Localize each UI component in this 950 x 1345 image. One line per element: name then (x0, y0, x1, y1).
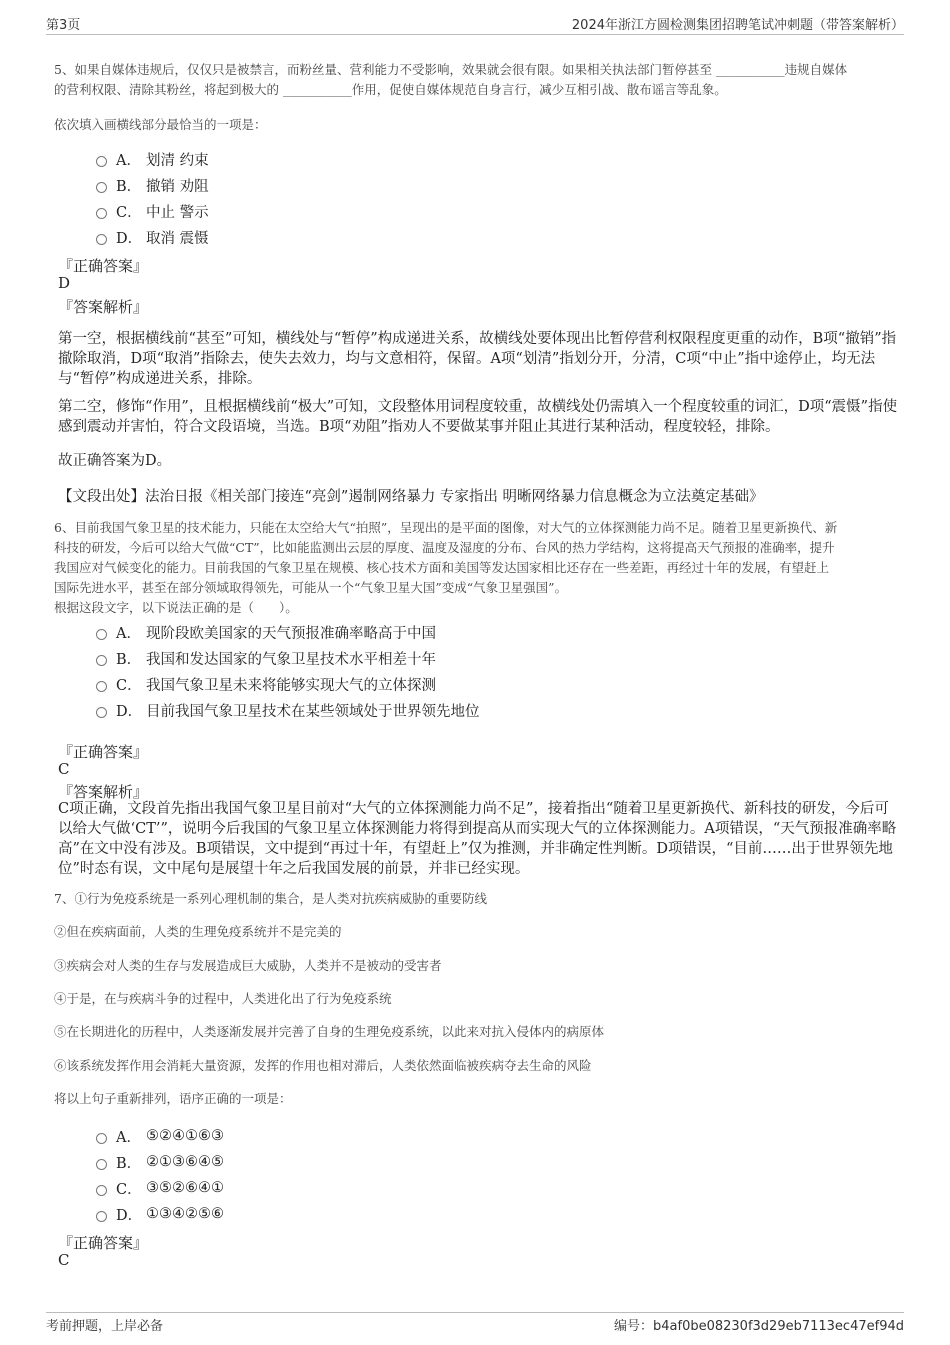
radio-icon[interactable] (96, 681, 107, 692)
q5-answer-label: 『正确答案』 (58, 257, 149, 275)
q7-sentence: ③疾病会对人类的生存与发展造成巨大威胁，人类并不是被动的受害者 (54, 958, 442, 973)
option-letter: B． (116, 178, 142, 195)
option-text: ⑤②④①⑥③ (146, 1128, 224, 1144)
footer-doc-id: 编号：b4af0be08230f3d29eb7113ec47ef94d (614, 1318, 904, 1334)
q5-option-b[interactable] (96, 174, 209, 196)
q6-analysis-label: 『答案解析』 (58, 783, 149, 801)
q6-option-a[interactable] (96, 621, 436, 643)
q5-stem-line: 的营利权限、清除其粉丝，将起到极大的 ___________作用，促使自媒体规范自身言行，减少互相引战、散布谣言等乱象。 (54, 82, 727, 97)
radio-icon[interactable] (96, 234, 107, 245)
q5-analysis-label: 『答案解析』 (58, 298, 149, 316)
q7-answer-label: 『正确答案』 (58, 1234, 149, 1252)
q7-option-c[interactable] (96, 1177, 224, 1199)
radio-icon[interactable] (96, 707, 107, 718)
radio-icon[interactable] (96, 1159, 107, 1170)
option-text: 我国和发达国家的气象卫星技术水平相差十年 (146, 651, 436, 668)
q6-answer: C (58, 760, 70, 778)
option-letter: D． (116, 230, 143, 247)
q7-answer: C (58, 1251, 70, 1269)
q5-source: 【文段出处】法治日报《相关部门接连“亮剑”遏制网络暴力 专家指出 明晰网络暴力信息概念为立法奠定基础》 (58, 489, 764, 505)
q6-option-b[interactable] (96, 647, 436, 669)
radio-icon[interactable] (96, 1185, 107, 1196)
q6-analysis: C项正确，文段首先指出我国气象卫星目前对“大气的立体探测能力尚不足”，接着指出“随着卫星更新换代、新科技的研发，今后可以给大气做‘CT’”，说明今后我国的气象卫星立体探测能力将得到提高从而实现大气的立体探测能力。A项错误，“天气预报准确率略高”在文中没有涉及。B项错误，文中提到“再过十年，有望赶上”仅为推测，并非确定性判断。D项错误，“目前……出于世界领先地位”时态有误，文中尾句是展望十年之后我国发展的前景，并非已经实现。 (58, 801, 897, 877)
q7-option-a[interactable] (96, 1125, 224, 1147)
radio-icon[interactable] (96, 629, 107, 640)
q7-option-b[interactable] (96, 1151, 224, 1173)
q6-stem-line: 6、目前我国气象卫星的技术能力，只能在太空给大气“拍照”，呈现出的是平面的图像，对大气的立体探测能力尚不足。随着卫星更新换代、新 (54, 520, 838, 535)
option-letter: D． (116, 1207, 143, 1224)
option-text: ③⑤②⑥④① (146, 1180, 224, 1196)
q7-sentence: 7、①行为免疫系统是一系列心理机制的集合，是人类对抗疾病威胁的重要防线 (54, 891, 487, 906)
radio-icon[interactable] (96, 1211, 107, 1222)
q5-prompt: 依次填入画横线部分最恰当的一项是： (54, 117, 267, 132)
q5-analysis-p2: 第二空，修饰“作用”，且根据横线前“极大”可知，文段整体用词程度较重，故横线处仍需填入一个程度较重的词汇，D项“震慑”指使感到震动并害怕，符合文段语境，当选。B项“劝阻”指劝人不要做某事并阻止其进行某种活动，程度较轻，排除。 (58, 399, 898, 435)
q5-option-d[interactable] (96, 226, 209, 248)
option-text: 取消 震慑 (146, 230, 209, 247)
q6-option-d[interactable] (96, 699, 480, 721)
option-letter: A． (116, 625, 141, 642)
option-text: 划清 约束 (146, 152, 209, 169)
q5-analysis-p1: 第一空，根据横线前“甚至”可知，横线处与“暂停”构成递进关系，故横线处要体现出比暂停营利权限程度更重的动作，B项“撤销”指撤除取消，D项“取消”指除去，使失去效力，均与文意相符，保留。A项“划清”指划分开，分清，C项“中止”指中途停止，均无法与“暂停”构成递进关系，排除。 (58, 331, 897, 387)
page-footer (46, 1312, 904, 1335)
q7-prompt: 将以上句子重新排列，语序正确的一项是： (54, 1091, 292, 1106)
option-letter: A． (116, 1129, 141, 1146)
radio-icon[interactable] (96, 182, 107, 193)
option-text: 现阶段欧美国家的天气预报准确率略高于中国 (146, 625, 436, 642)
option-text: ①③④②⑤⑥ (146, 1206, 224, 1222)
option-letter: B． (116, 1155, 142, 1172)
footer-slogan: 考前押题，上岸必备 (46, 1318, 164, 1334)
option-text: ②①③⑥④⑤ (146, 1154, 224, 1170)
option-text: 我国气象卫星未来将能够实现大气的立体探测 (146, 677, 436, 694)
q5-option-c[interactable] (96, 200, 209, 222)
option-letter: C． (116, 677, 142, 694)
document-title: 2024年浙江方圆检测集团招聘笔试冲刺题（带答案解析） (571, 17, 904, 33)
page-number: 第3页 (46, 17, 81, 33)
q5-stem (54, 60, 899, 100)
q5-stem-line: 5、如果自媒体违规后，仅仅只是被禁言，而粉丝量、营利能力不受影响，效果就会很有限。如果相关执法部门暂停甚至 ___________违规自媒体 (54, 62, 848, 77)
q6-stem-line: 科技的研发，今后可以给大气做“CT”，比如能监测出云层的厚度、温度及湿度的分布、台风的热力学结构，这将提高天气预报的准确率，提升 (54, 540, 835, 555)
option-letter: C． (116, 204, 142, 221)
q7-sentence: ②但在疾病面前，人类的生理免疫系统并不是完美的 (54, 924, 342, 939)
q6-stem-line: 根据这段文字，以下说法正确的是（ ）。 (54, 600, 298, 615)
q6-stem-line: 国际先进水平，甚至在部分领域取得领先，可能从一个“气象卫星大国”变成“气象卫星强国”。 (54, 580, 568, 595)
q5-analysis-p3: 故正确答案为D。 (58, 453, 172, 469)
option-text: 目前我国气象卫星技术在某些领域处于世界领先地位 (146, 703, 480, 720)
option-letter: D． (116, 703, 143, 720)
q6-answer-label: 『正确答案』 (58, 743, 149, 761)
q7-sentence: ④于是，在与疾病斗争的过程中，人类进化出了行为免疫系统 (54, 991, 392, 1006)
option-letter: A． (116, 152, 141, 169)
page-header (46, 12, 904, 35)
q5-answer: D (58, 274, 71, 292)
q7-sentence: ⑤在长期进化的历程中，人类逐渐发展并完善了自身的生理免疫系统，以此来对抗入侵体内的病原体 (54, 1024, 605, 1039)
q6-stem (54, 518, 899, 618)
option-letter: B． (116, 651, 142, 668)
radio-icon[interactable] (96, 208, 107, 219)
option-text: 中止 警示 (146, 204, 209, 221)
q7-option-d[interactable] (96, 1203, 224, 1225)
radio-icon[interactable] (96, 156, 107, 167)
q5-option-a[interactable] (96, 148, 209, 170)
radio-icon[interactable] (96, 1133, 107, 1144)
radio-icon[interactable] (96, 655, 107, 666)
q6-option-c[interactable] (96, 673, 436, 695)
q6-stem-line: 我国应对气候变化的能力。目前我国的气象卫星在规模、核心技术方面和美国等发达国家相比还存在一些差距，再经过十年的发展，有望赶上 (54, 560, 830, 575)
option-letter: C． (116, 1181, 142, 1198)
option-text: 撤销 劝阻 (146, 178, 209, 195)
q7-sentence: ⑥该系统发挥作用会消耗大量资源，发挥的作用也相对滞后，人类依然面临被疾病夺去生命的风险 (54, 1058, 592, 1073)
